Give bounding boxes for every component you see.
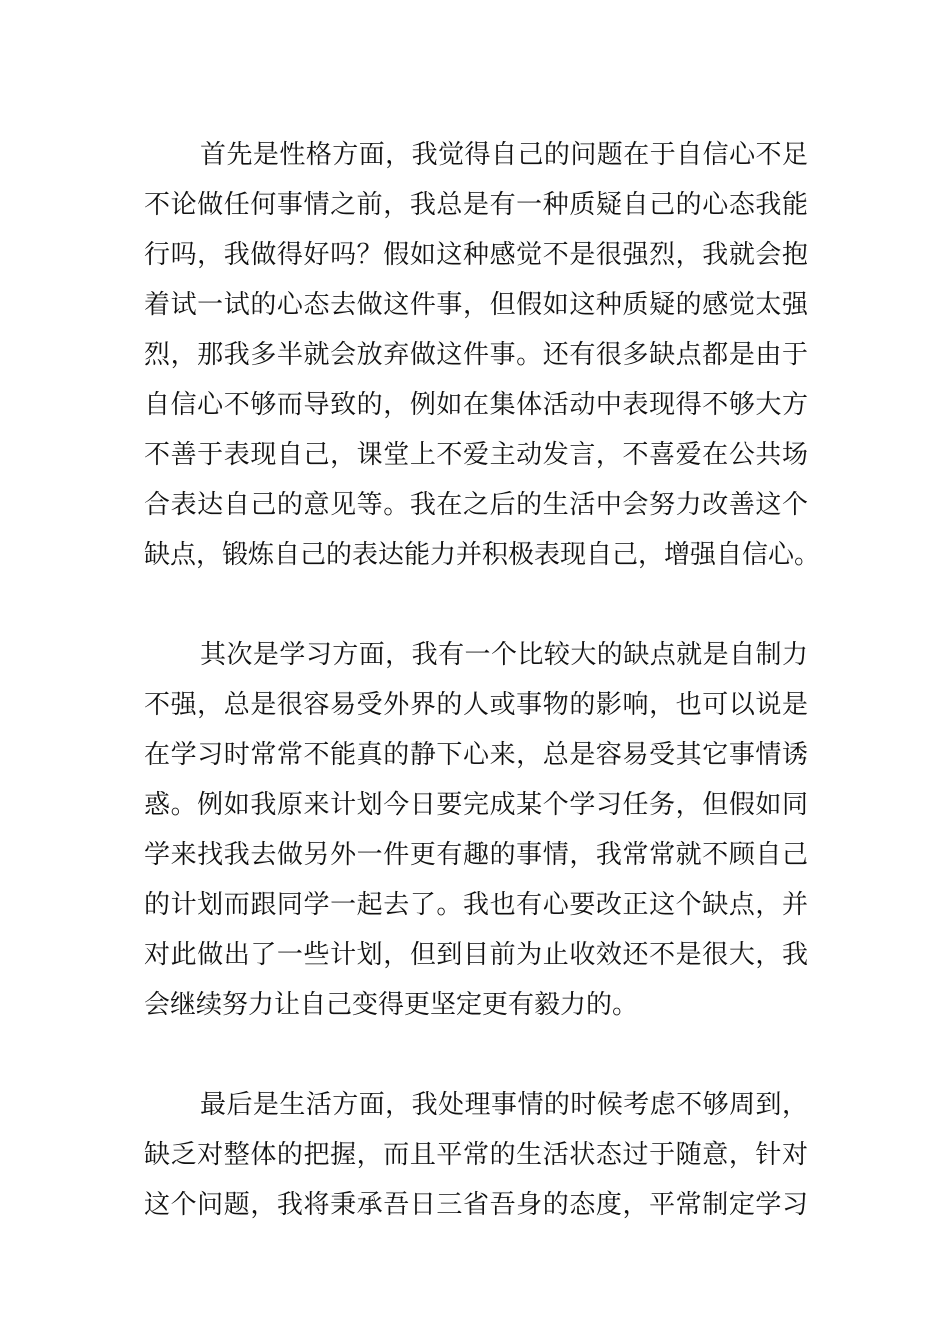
- text-line: 在学习时常常不能真的静下心来，总是容易受其它事情诱: [144, 740, 808, 770]
- paragraph-study: [144, 630, 808, 1030]
- text-line: 最后是生活方面，我处理事情的时候考虑不够周到，: [200, 1090, 808, 1120]
- text-line: 缺乏对整体的把握，而且平常的生活状态过于随意，针对: [144, 1140, 808, 1170]
- text-line: 首先是性格方面，我觉得自己的问题在于自信心不足: [200, 140, 808, 170]
- paragraph-life: [144, 1080, 808, 1230]
- text-line: 行吗，我做得好吗？假如这种感觉不是很强烈，我就会抱: [144, 240, 808, 270]
- paragraph-personality: [144, 130, 821, 580]
- text-line: 学来找我去做另外一件更有趣的事情，我常常就不顾自己: [144, 840, 808, 870]
- text-line: 着试一试的心态去做这件事，但假如这种质疑的感觉太强: [144, 290, 808, 320]
- text-line: 不善于表现自己，课堂上不爱主动发言，不喜爱在公共场: [144, 440, 808, 470]
- text-line: 缺点，锻炼自己的表达能力并积极表现自己，增强自信心。: [144, 540, 821, 570]
- text-line: 其次是学习方面，我有一个比较大的缺点就是自制力: [200, 640, 808, 670]
- text-line: 惑。例如我原来计划今日要完成某个学习任务，但假如同: [144, 790, 808, 820]
- text-line: 会继续努力让自己变得更坚定更有毅力的。: [144, 990, 639, 1020]
- text-line: 不强，总是很容易受外界的人或事物的影响，也可以说是: [144, 690, 808, 720]
- text-line: 烈，那我多半就会放弃做这件事。还有很多缺点都是由于: [144, 340, 808, 370]
- text-line: 的计划而跟同学一起去了。我也有心要改正这个缺点，并: [144, 890, 808, 920]
- document-body: [144, 130, 821, 1280]
- text-line: 对此做出了一些计划，但到目前为止收效还不是很大，我: [144, 940, 808, 970]
- text-line: 合表达自己的意见等。我在之后的生活中会努力改善这个: [144, 490, 808, 520]
- text-line: 不论做任何事情之前，我总是有一种质疑自己的心态我能: [144, 190, 808, 220]
- text-line: 自信心不够而导致的，例如在集体活动中表现得不够大方: [144, 390, 808, 420]
- text-line: 这个问题，我将秉承吾日三省吾身的态度，平常制定学习: [144, 1190, 808, 1220]
